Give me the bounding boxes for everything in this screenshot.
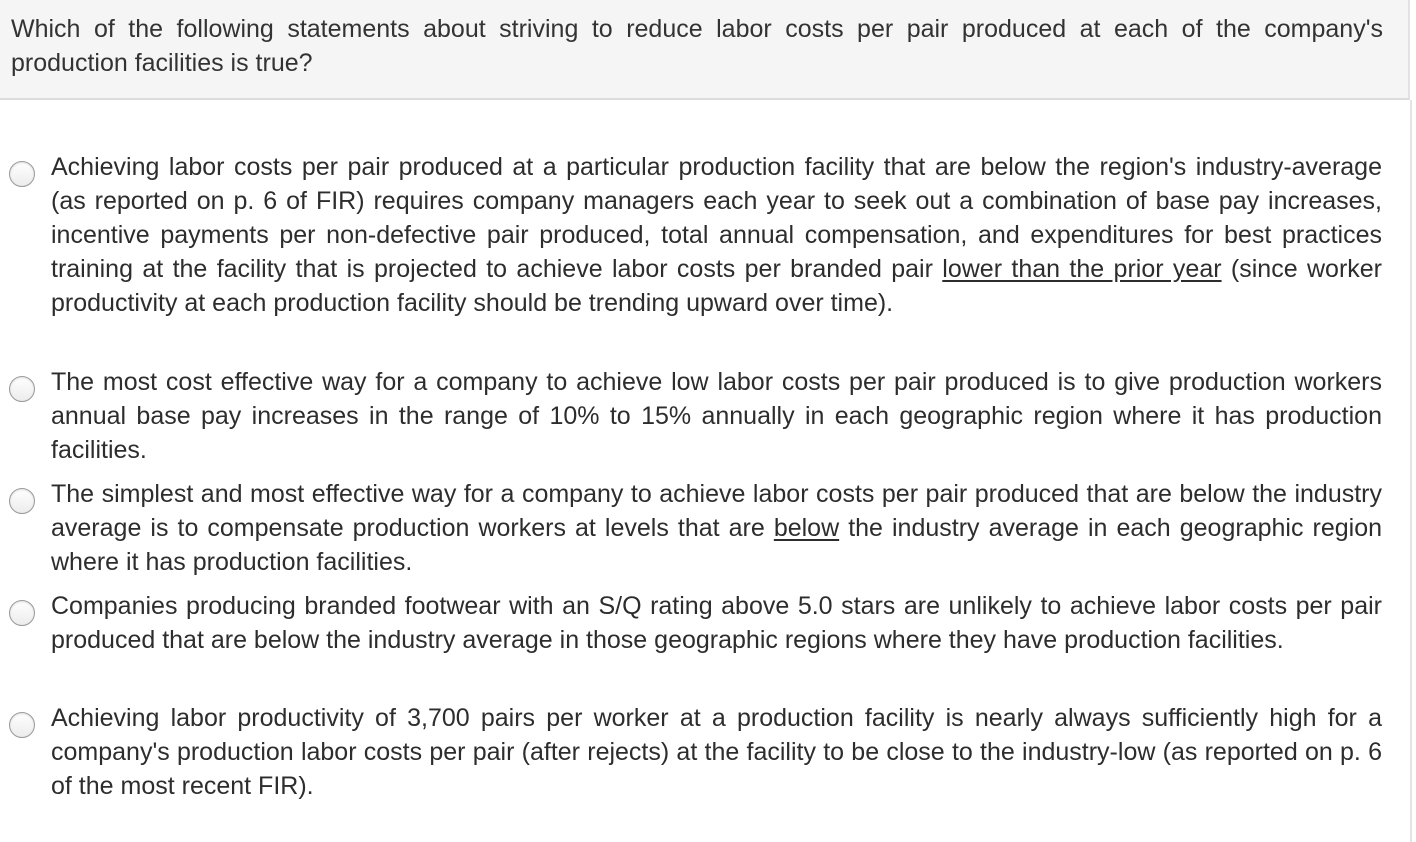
option-text-end: the industry average in each geographic region where it has production facilities. [51, 514, 1382, 576]
answer-option-label [51, 477, 1382, 579]
answer-option-label [51, 150, 1382, 320]
option-text-start: Achieving labor costs per pair produced at a particular production facility that are below the region's industry-average (as reported on p. 6 of FIR) requires company managers each year to seek out a combination of base pay increases, incentive payments per non-defective pair produced, total annual compensation, and expenditures for best practices training at the facility that is projected to achieve labor costs per branded pair [51, 153, 1382, 283]
answer-option-label: Companies producing branded footwear with an S/Q rating above 5.0 stars are unlikely to achieve labor costs per pair produced that are below the industry average in those geographic regions where they have production facilities. [51, 592, 1382, 654]
question-header [0, 0, 1410, 100]
radio-button[interactable] [9, 376, 35, 402]
answer-option-label: The most cost effective way for a company to achieve low labor costs per pair produced is to give production workers annual base pay increases in the range of 10% to 15% annually in each geographic region where it has production facilities. [51, 368, 1382, 464]
option-text-start: The simplest and most effective way for a company to achieve labor costs per pair produced that are below the industry average is to compensate production workers at levels that are [51, 480, 1382, 542]
radio-button[interactable] [9, 488, 35, 514]
radio-button[interactable] [9, 712, 35, 738]
question-text: Which of the following statements about striving to reduce labor costs per pair produced at each of the company's production facilities is true? [11, 15, 1383, 77]
radio-button[interactable] [9, 161, 35, 187]
right-divider [1410, 100, 1412, 842]
option-text-end: (since worker productivity at each production facility should be trending upward over time). [51, 255, 1382, 317]
radio-button[interactable] [9, 600, 35, 626]
answer-option-label: Achieving labor productivity of 3,700 pairs per worker at a production facility is nearly always sufficiently high for a company's production labor costs per pair (after rejects) at the facility to be close to the industry-low (as reported on p. 6 of the most recent FIR). [51, 704, 1382, 800]
option-text-underlined: lower than the prior year [942, 255, 1222, 283]
option-text-underlined: below [773, 514, 840, 542]
